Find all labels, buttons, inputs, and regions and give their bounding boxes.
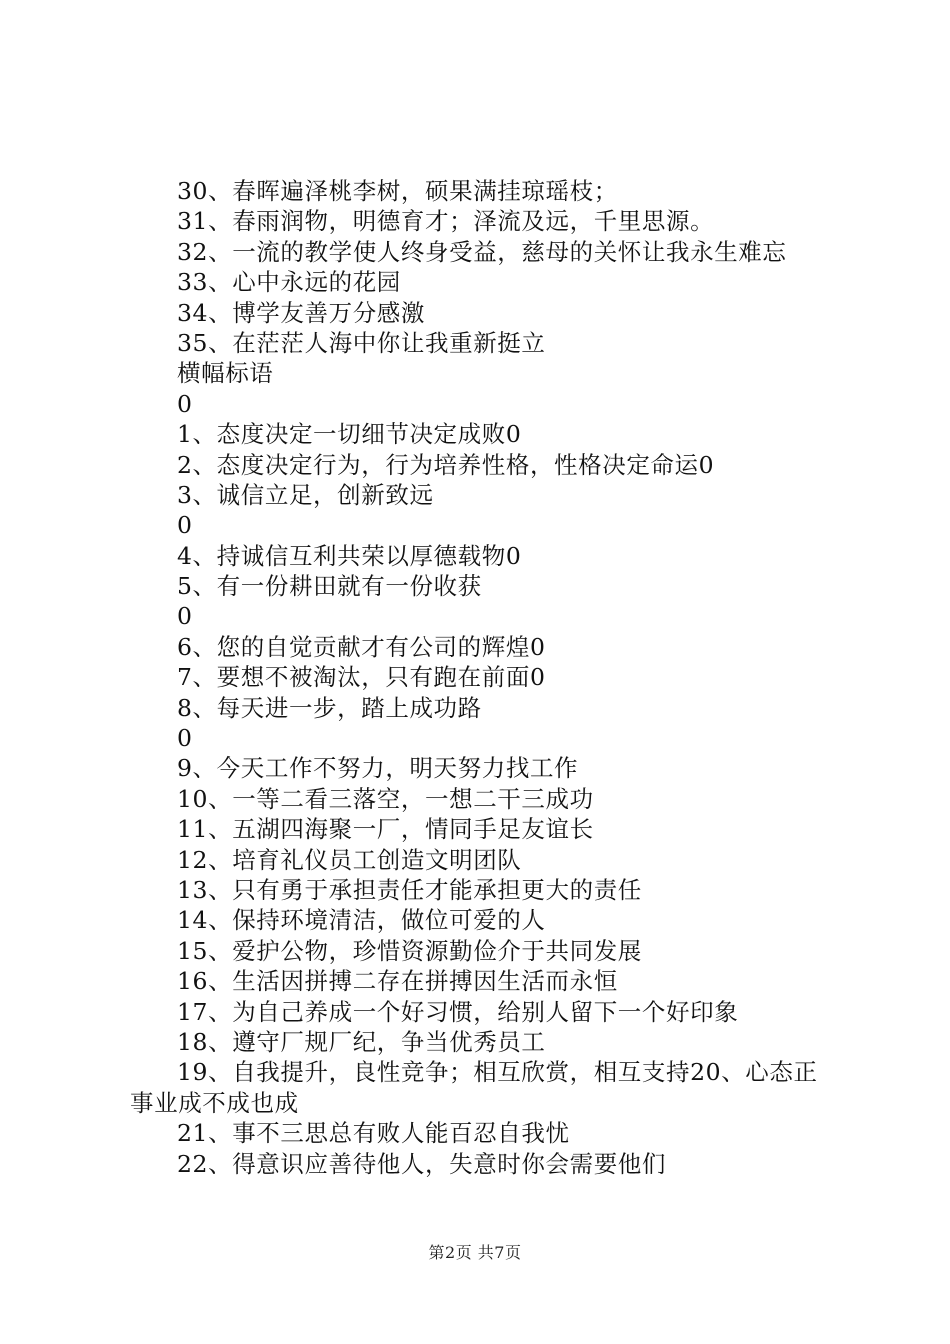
text-line: 34、博学友善万分感激 [177,298,426,327]
text-line: 3、诚信立足，创新致远 [177,480,434,509]
text-line: 5、有一份耕田就有一份收获 [177,572,482,601]
text-line: 8、每天进一步，踏上成功路 [177,693,482,722]
text-line: 0 [177,511,193,540]
text-line: 11、五湖四海聚一厂，情同手足友谊长 [177,815,594,844]
text-line: 0 [177,724,193,753]
text-line: 0 [177,389,193,418]
page-footer: 第2页 共7页 [428,1243,522,1262]
text-line: 14、保持环境清洁，做位可爱的人 [177,906,546,935]
text-line: 18、遵守厂规厂纪，争当优秀员工 [177,1027,546,1056]
text-line: 22、得意识应善待他人，失意时你会需要他们 [177,1149,667,1178]
text-line: 9、今天工作不努力，明天努力找工作 [177,754,579,783]
slogan-list-continued [130,1118,840,1179]
text-line: 31、春雨润物，明德育才；泽流及远，千里思源。 [177,207,715,236]
text-line: 13、只有勇于承担责任才能承担更大的责任 [177,875,642,904]
text-line: 16、生活因拼搏二存在拼搏因生活而永恒 [177,967,618,996]
text-line: 32、一流的教学使人终身受益，慈母的关怀让我永生难忘 [177,237,787,266]
document-body [130,176,840,1179]
text-line: 33、心中永远的花园 [177,268,401,297]
text-line: 17、为自己养成一个好习惯，给别人留下一个好印象 [177,997,739,1026]
text-line: 7、要想不被淘汰，只有跑在前面0 [177,663,546,692]
text-line: 15、爱护公物，珍惜资源勤俭介于共同发展 [177,936,642,965]
text-line: 35、在茫茫人海中你让我重新挺立 [177,328,546,357]
text-line: 2、态度决定行为，行为培养性格，性格决定命运0 [177,450,715,479]
text-line: 6、您的自觉贡献才有公司的辉煌0 [177,632,546,661]
text-line: 4、持诚信互利共荣以厚德载物0 [177,541,522,570]
slogan-list [130,176,840,1057]
text-line: 21、事不三思总有败人能百忍自我忧 [177,1119,570,1148]
text-line: 横幅标语 [177,359,274,388]
text-line: 0 [177,602,193,631]
text-line: 30、春晖遍泽桃李树，硕果满挂琼瑶枝； [177,177,618,205]
text-line: 10、一等二看三落空，一想二干三成功 [177,784,594,813]
text-line: 12、培育礼仪员工创造文明团队 [177,845,522,874]
text-line: 1、态度决定一切细节决定成败0 [177,420,522,449]
wrapped-paragraph: 19、自我提升，良性竞争；相互欣赏，相互支持20、心态正事业成不成也成 [130,1058,818,1117]
